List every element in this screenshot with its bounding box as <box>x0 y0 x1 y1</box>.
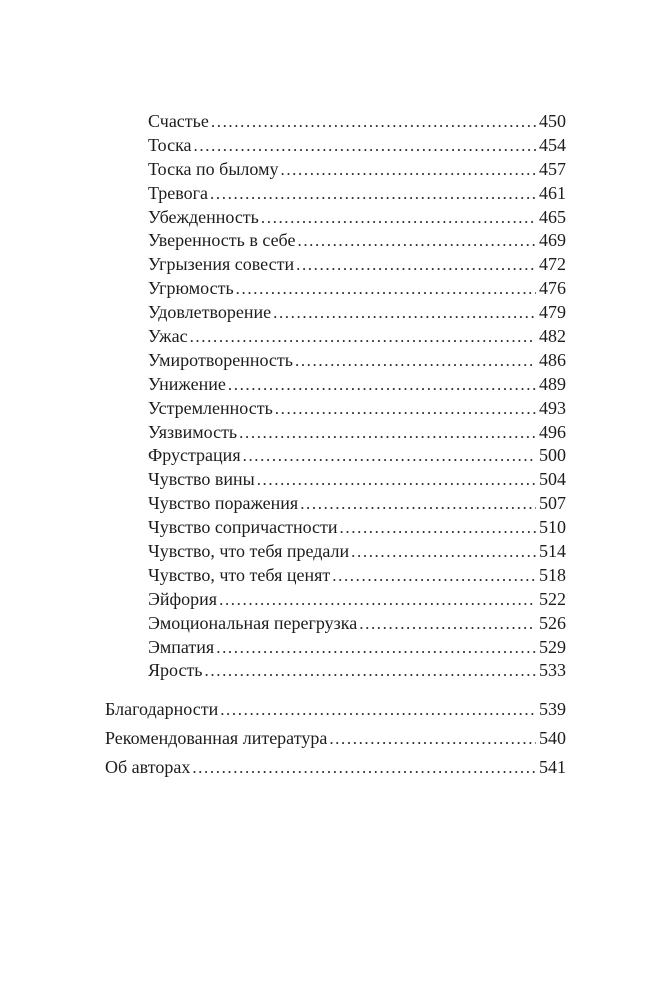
toc-entry-page: 518 <box>539 564 566 585</box>
toc-entry <box>148 183 566 207</box>
dot-leader <box>359 613 536 634</box>
toc-entry-page: 533 <box>539 660 566 681</box>
dot-leader <box>295 350 536 371</box>
toc-entry <box>148 422 566 446</box>
dot-leader <box>275 398 536 419</box>
toc-entry-page: 479 <box>539 302 566 323</box>
dot-leader <box>297 230 536 251</box>
toc-entry-page: 482 <box>539 326 566 347</box>
toc-entry-page: 500 <box>539 445 566 466</box>
toc-entry-title: Об авторах <box>105 757 191 777</box>
toc-entry <box>148 135 566 159</box>
toc-entry <box>148 660 566 684</box>
toc-entry-title: Тоска <box>148 134 192 155</box>
toc-entry-page: 507 <box>539 493 566 514</box>
toc-entry-page: 496 <box>539 421 566 442</box>
toc-entry-page: 541 <box>539 757 566 777</box>
toc-entry-title: Уверенность в себе <box>148 230 296 251</box>
toc-entry-title: Угрызения совести <box>148 254 295 275</box>
toc-entry-page: 465 <box>539 206 566 227</box>
toc-entry <box>148 278 566 302</box>
dot-leader <box>351 541 536 562</box>
toc-entry-page: 529 <box>539 636 566 657</box>
toc-entry <box>148 374 566 398</box>
toc-entry <box>148 445 566 469</box>
toc-entry <box>105 757 566 786</box>
toc-entry-page: 539 <box>539 699 566 719</box>
toc-entry <box>148 398 566 422</box>
toc-entry-title: Эйфория <box>148 588 218 609</box>
toc-entry-title: Чувство сопричастности <box>148 517 338 538</box>
toc-entry-page: 514 <box>539 541 566 562</box>
dot-leader <box>273 302 536 323</box>
dot-leader <box>216 637 536 658</box>
toc-entry-page: 461 <box>539 182 566 203</box>
toc-entry-page: 454 <box>539 134 566 155</box>
dot-leader <box>228 374 536 395</box>
toc-entry <box>148 159 566 183</box>
toc-entry-title: Убежденность <box>148 206 259 227</box>
toc-entry-title: Устремленность <box>148 397 273 418</box>
toc-main-list <box>148 111 566 684</box>
toc-entry <box>148 469 566 493</box>
toc-entry-title: Ярость <box>148 660 203 681</box>
toc-entry-title: Эмоциональная перегрузка <box>148 612 358 633</box>
toc-entry-title: Чувство поражения <box>148 493 299 514</box>
dot-leader <box>239 422 536 443</box>
toc-entry-page: 489 <box>539 373 566 394</box>
dot-leader <box>190 326 536 347</box>
dot-leader <box>219 589 536 610</box>
toc-entry-title: Чувство вины <box>148 469 255 490</box>
toc-entry-title: Тревога <box>148 182 209 203</box>
dot-leader <box>211 111 536 132</box>
dot-leader <box>194 135 536 156</box>
dot-leader <box>236 278 536 299</box>
toc-entry-title: Рекомендованная литература <box>105 728 328 748</box>
dot-leader <box>280 159 536 180</box>
toc-entry-page: 540 <box>539 728 566 748</box>
toc-entry <box>148 207 566 231</box>
toc-entry <box>148 350 566 374</box>
toc-entry <box>105 699 566 728</box>
toc-entry <box>148 230 566 254</box>
toc-entry-page: 510 <box>539 517 566 538</box>
dot-leader <box>243 445 536 466</box>
toc-entry <box>105 728 566 757</box>
toc-entry-title: Ужас <box>148 326 188 347</box>
toc-entry <box>148 565 566 589</box>
toc-entry <box>148 613 566 637</box>
toc-entry-page: 486 <box>539 349 566 370</box>
toc-entry-title: Унижение <box>148 373 226 394</box>
toc-entry-page: 450 <box>539 111 566 131</box>
toc-entry-title: Чувство, что тебя ценят <box>148 564 331 585</box>
toc-entry-title: Удовлетворение <box>148 302 272 323</box>
dot-leader <box>257 469 536 490</box>
toc-entry <box>148 111 566 135</box>
dot-leader <box>220 699 536 720</box>
toc-entry-title: Умиротворенность <box>148 349 293 370</box>
dot-leader <box>300 493 536 514</box>
toc-footer-list <box>105 699 566 786</box>
toc-entry-title: Счастье <box>148 111 209 131</box>
toc-entry-title: Фрустрация <box>148 445 241 466</box>
dot-leader <box>340 517 536 538</box>
toc-entry-page: 472 <box>539 254 566 275</box>
dot-leader <box>296 254 536 275</box>
dot-leader <box>205 660 536 681</box>
toc-entry-page: 476 <box>539 278 566 299</box>
toc-entry-title: Тоска по былому <box>148 158 279 179</box>
toc-entry-title: Уязвимость <box>148 421 238 442</box>
toc-entry <box>148 541 566 565</box>
toc-entry <box>148 326 566 350</box>
toc-entry <box>148 493 566 517</box>
toc-entry <box>148 637 566 661</box>
toc-entry <box>148 254 566 278</box>
toc-entry <box>148 302 566 326</box>
toc-entry-title: Благодарности <box>105 699 219 719</box>
dot-leader <box>210 183 536 204</box>
toc-entry-page: 526 <box>539 612 566 633</box>
toc-entry-title: Чувство, что тебя предали <box>148 541 350 562</box>
toc-entry-page: 493 <box>539 397 566 418</box>
toc-entry-page: 522 <box>539 588 566 609</box>
toc-entry <box>148 589 566 613</box>
dot-leader <box>329 728 536 749</box>
dot-leader <box>332 565 536 586</box>
toc-entry-title: Эмпатия <box>148 636 215 657</box>
toc-entry <box>148 517 566 541</box>
dot-leader <box>192 757 536 778</box>
dot-leader <box>261 207 536 228</box>
toc-entry-page: 504 <box>539 469 566 490</box>
toc-entry-page: 469 <box>539 230 566 251</box>
toc-entry-page: 457 <box>539 158 566 179</box>
toc-entry-title: Угрюмость <box>148 278 234 299</box>
